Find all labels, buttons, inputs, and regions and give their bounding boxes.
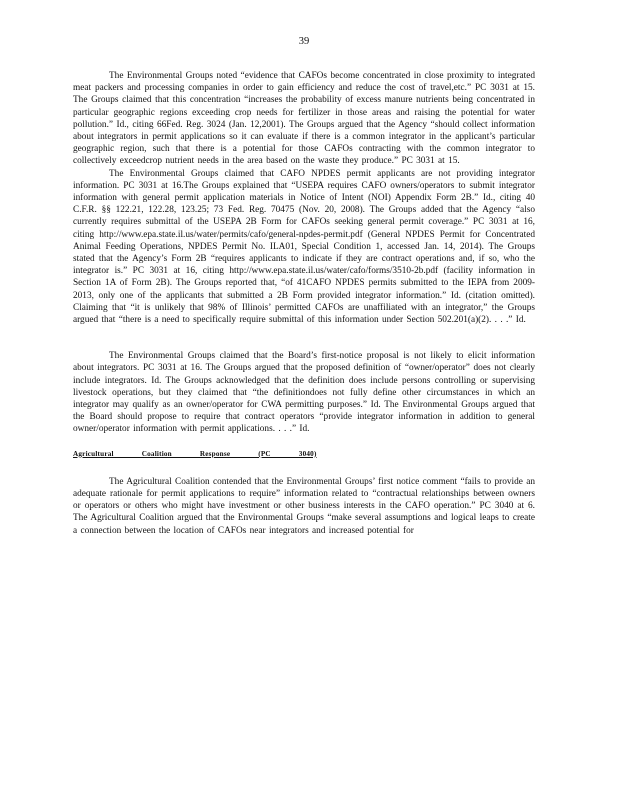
paragraph-agricultural-coalition: The Agricultural Coalition contended that the Environmental Groups’ first notice comment “fails to provide an adequate rationale for permit applications to require” information related to “contractual relationships between owners or operators or others who might have investment or other business interests in the CAFO operation.” PC 3040 at 6. The Agricultural Coalition argued that the Environmental Groups “make several assumptions and logical leaps to create a connection between the location of CAFOs near integrators and increased potential for [73,476,535,536]
page-number: 39 [298,36,310,47]
paragraph-integrator-concentration: The Environmental Groups noted “evidence that CAFOs become concentrated in close proximity to integrated meat packers and processing companies in order to gain efficiency and reduce the cost of travel,etc.” PC 3031 at 15. The Groups claimed that this concentration “increases the probability of excess manure nutrients being concentrated in particular geographic regions exceeding crop needs for fertilizer in those areas and raising the potential for water pollution.” Id., citing 66Fed. Reg. 3024 (Jan. 12,2001). The Groups argued that the Agency “should collect information about integrators in permit applications so it can evaluate if there is a common integrator in the applicant’s particular geographic region, such that there is a potential for those CAFOs contracting with the common integrator to collectively exceedcrop nutrient needs in the area based on the waste they produce.” PC 3031 at 15. [73,71,535,167]
paragraph-first-notice-proposal: The Environmental Groups claimed that the Board’s first-notice proposal is not likely to elicit information about integrators. PC 3031 at 16. The Groups argued that the proposed definition of “owner/operator” does not clearly include integrators. Id. The Groups acknowledged that the definition does include persons controlling or supervising livestock operations, but they claimed that “the definitiondoes not fully define other circumstances in which an integrator may qualify as an owner/operator for CWA permitting purposes.” Id. The Environmental Groups argued that the Board should propose to require that contract operators “provide integrator information in addition to general owner/operator information with permit applications. . . .” Id. [73,351,535,435]
section-heading: Agricultural Coalition Response (PC 3040) [73,449,317,458]
paragraph-integrator-information: The Environmental Groups claimed that CAFO NPDES permit applicants are not providing integrator information. PC 3031 at 16.The Groups explained that “USEPA requires CAFO owners/operators to submit integrator information with general permit application materials in Notice of Intent (NOI) Appendix Form 2B.” Id., citing 40 C.F.R. §§ 122.21, 122.28, 123.25; 73 Fed. Reg. 70475 (Nov. 20, 2008). The Groups added that the Agency “also currently requires submittal of the USEPA 2B Form for CAFOs seeking general permit coverage.” PC 3031 at 16, citing http://www.epa.state.il.us/water/permits/cafo/general-npdes-permit.pdf (General NPDES Permit for Concentrated Animal Feeding Operations, NPDES Permit No. ILA01, Special Condition 1, accessed Jan. 14, 2014). The Groups stated that the Agency’s Form 2B “requires applicants to indicate if they are contract operations and, if so, who the integrator is.” PC 3031 at 16, citing http://www.epa.state.il.us/water/cafo/forms/3510-2b.pdf (facility information in Section 1A of Form 2B). The Groups reported that, “of 41CAFO NPDES permits submitted to the IEPA from 2009-2013, only one of the applicants that submitted a 2B Form provided integrator information.” Id. (citation omitted). Claiming that “it is unlikely that 98% of Illinois’ permitted CAFOs are unaffiliated with an integrator,” the Groups argued that “there is a need to specifically require submittal of this information under Section 502.201(a)(2). . . .” Id. [73,168,535,326]
